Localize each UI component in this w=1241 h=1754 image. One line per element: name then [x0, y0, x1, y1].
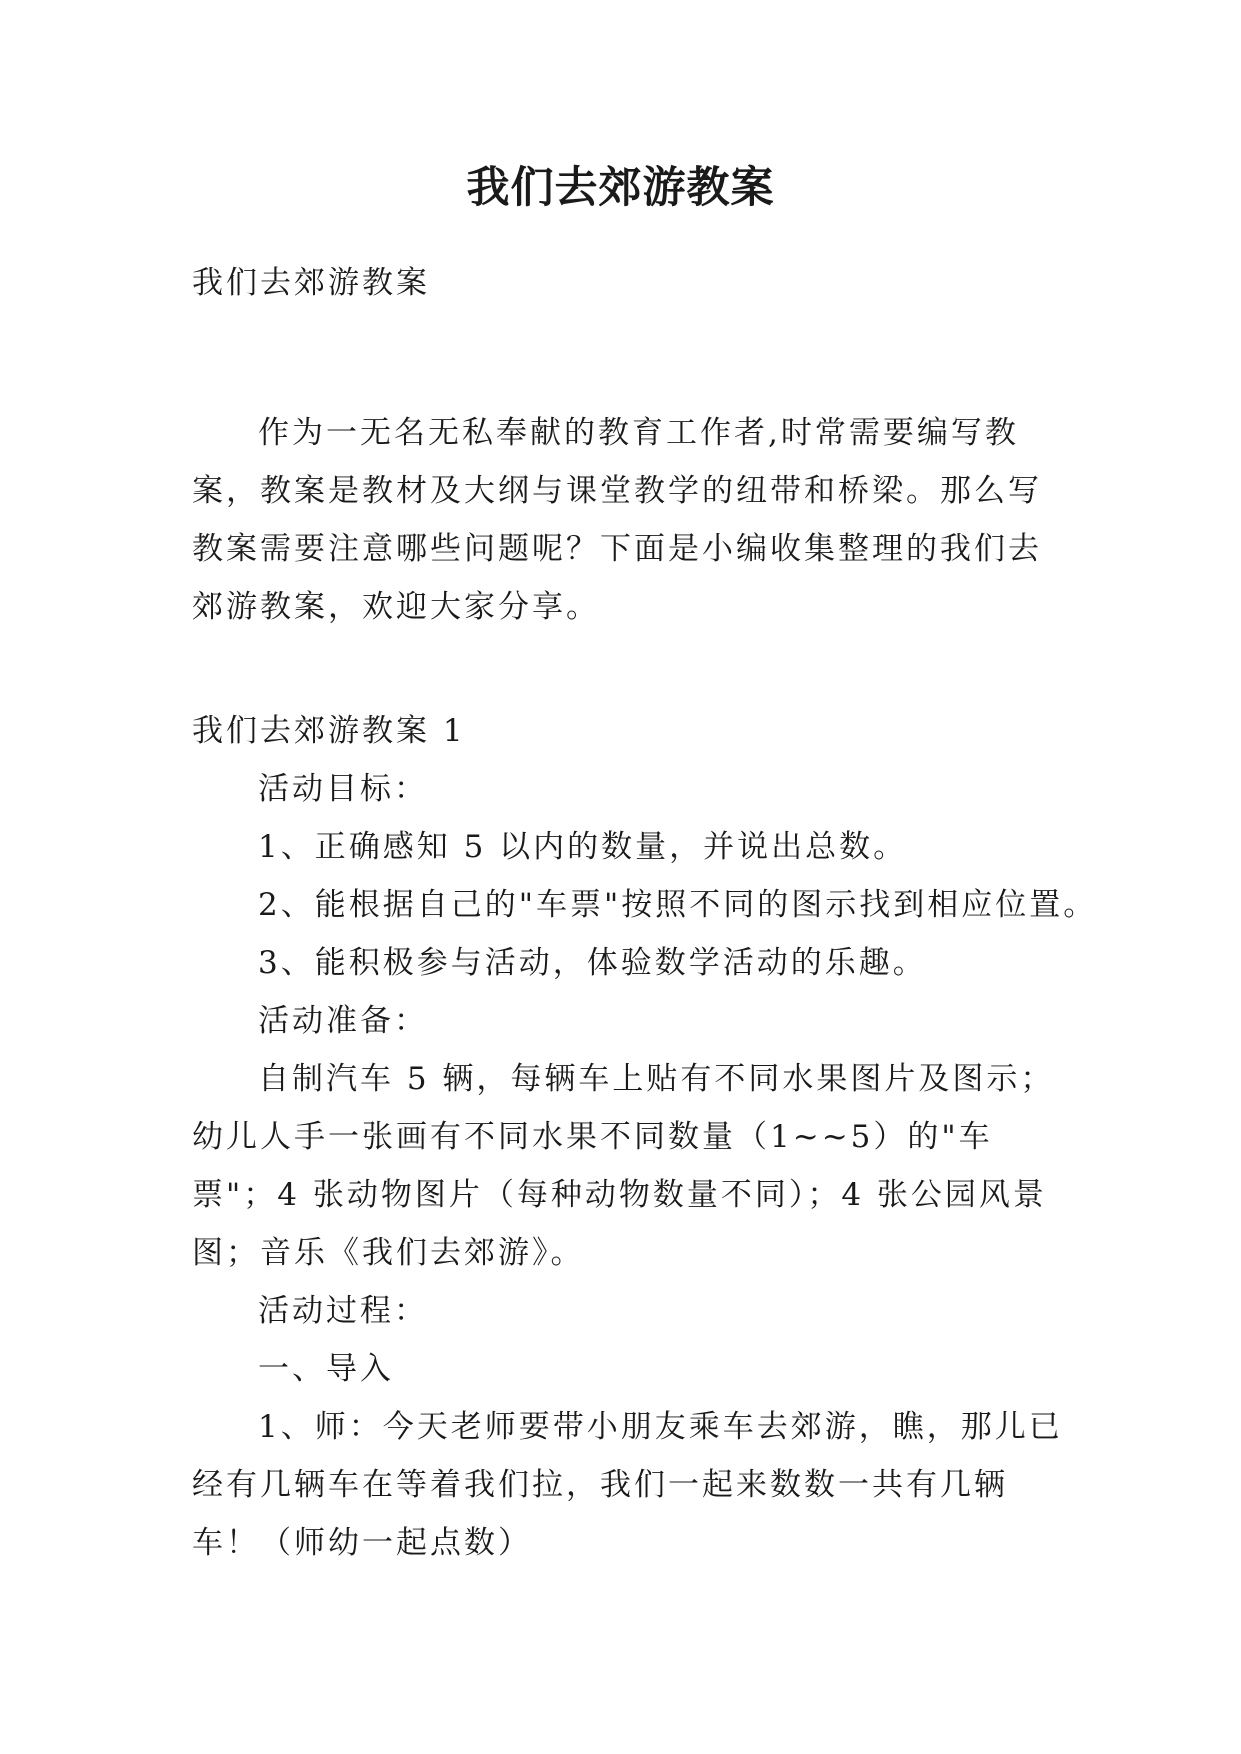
process-heading: 活动过程：: [258, 1293, 428, 1329]
document-subtitle: 我们去郊游教案: [192, 265, 430, 301]
goal-item-1: 1、正确感知 5 以内的数量，并说出总数。: [258, 829, 908, 865]
prep-paragraph: 自制汽车 5 辆，每辆车上贴有不同水果图片及图示；幼儿人手一张画有不同水果不同数量（1~~5）的"车票"；4 张动物图片（每种动物数量不同）；4 张公园风景图；音乐《我们去郊游》。: [192, 1061, 1055, 1271]
document-title: 我们去郊游教案: [466, 163, 775, 213]
goal-item-3: 3、能积极参与活动，体验数学活动的乐趣。: [258, 945, 927, 981]
part1-paragraph: 1、师：今天老师要带小朋友乘车去郊游，瞧，那儿已经有几辆车在等着我们拉，我们一起来数数一共有几辆车！（师幼一起点数）: [192, 1409, 1063, 1561]
intro-paragraph: 作为一无名无私奉献的教育工作者,时常需要编写教案，教案是教材及大纲与课堂教学的纽带和桥梁。那么写教案需要注意哪些问题呢？下面是小编收集整理的我们去郊游教案，欢迎大家分享。: [192, 415, 1042, 625]
prep-heading: 活动准备：: [258, 1003, 428, 1039]
goals-heading: 活动目标：: [258, 771, 428, 807]
section-heading: 我们去郊游教案 1: [192, 713, 466, 749]
part1-heading: 一、导入: [258, 1351, 394, 1387]
goal-item-2: 2、能根据自己的"车票"按照不同的图示找到相应位置。: [258, 887, 1098, 923]
